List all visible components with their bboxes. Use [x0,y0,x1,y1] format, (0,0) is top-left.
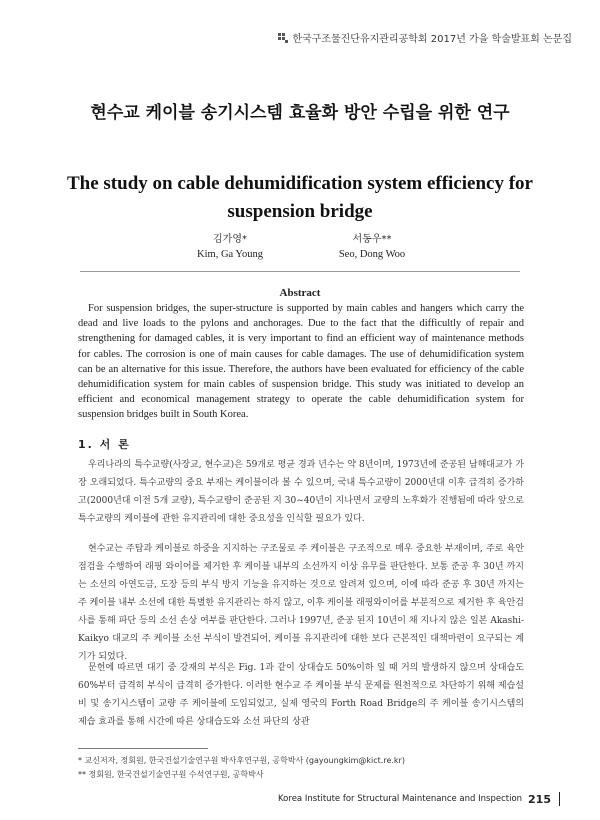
body-paragraph-2: 현수교는 주탑과 케이블로 하중을 지지하는 구조물로 주 케이블은 구조적으로 매우 중요한 부재이며, 주로 육안점검을 수행하여 래핑 와이어를 제거한 후 케이블 내부의 소선까지 이상 유무를 판단한다. 보통 준공 후 30년 까지는 소선의 아연도금, 도장 등의 부식 방지 기능을 유지하는 것으로 알려져 있으며, 이에 따라 준공 후 30년 까지는 주 케이블 내부 소선에 대한 특별한 유지관리는 하지 않고, 이후 케이블 래핑와이어를 부분적으로 제거한 후 육안검사를 통해 파단 등의 소선 손상 여부를 판단한다. 그러나 1997년, 준공 된지 10년이 채 지나지 않은 일본 Akashi-Kaikyo 대교의 주 케이블 소선 부식이 발견되어, 케이블 유지관리에 대한 보다 근본적인 대책마련이 요구되는 계기가 되었다. [78,544,524,662]
footer-institute: Korea Institute for Structural Maintenance and Inspection [278,794,523,804]
author-2-korean: 서동우** [352,234,392,245]
author-1-korean: 김가영* [213,234,247,245]
body-paragraph-1: 우리나라의 특수교량(사장교, 현수교)은 59개로 평균 경과 년수는 약 8년이며, 1973년에 준공된 남해대교가 가장 오래되었다. 특수교량의 중요 부재는 케이블이라 볼 수 있으며, 국내 특수교량이 2000년대 이후 급격히 증가하고(2000년대 이전 5개 교량), 특수교량이 준공된 지 30~40년이 지나면서 교량의 노후화가 진행됨에 따라 앞으로 특수교량의 케이블에 관한 유지관리에 대한 중요성을 인식할 필요가 있다. [78,460,524,524]
author-2-english: Seo, Dong Woo [338,249,406,260]
title-english: The study on cable dehumidification system efficiency for suspension bridge [66,173,533,222]
footnote-1: * 교신저자, 정회원, 한국건설기술연구원 박사후연구원, 공학박사 (gayoungkim@kict.re.kr) [78,756,405,765]
journal-header [278,30,572,45]
section-heading: 1. 서 론 [78,438,131,451]
footer-bar [559,792,560,806]
journal-name: 한국구조물진단유지관리공학회 2017년 가을 학술발표회 논문집 [292,34,572,45]
footnotes [78,754,524,782]
abstract-text: For suspension bridges, the super-structure is supported by main cables and hangers which carry the dead and live loads to the pylons and anchorages. Due to the fact that the difficultly of repair and strengthening for damaged cables, it is very important to find an efficient way of maintenance methods for cables. The corrosion is one of main causes for cable damages. The use of dehumidification system can be an alternative for this issue. Therefore, the authors have been evaluated for efficiency of the cable dehumidification system for main cables of suspension bridge. This study was initiated to develop an efficient and economical management strategy to operate the cable dehumidification system for suspension bridges built in South Korea. [78,303,524,421]
author-2 [302,232,442,262]
page-number: 215 [528,792,551,806]
title-divider [80,271,520,272]
author-1-english: Kim, Ga Young [197,249,263,260]
footnote-2: ** 정회원, 한국건설기술연구원 수석연구원, 공학박사 [78,770,264,779]
abstract-heading: Abstract [279,287,321,299]
body-paragraph-3: 문헌에 따르면 대기 중 강재의 부식은 Fig. 1과 같이 상대습도 50%이하 일 때 거의 발생하지 않으며 상대습도 60%부터 급격히 부식이 급격히 증가한다. 이러한 현수교 주 케이블 부식 문제를 원천적으로 차단하기 위해 제습설비 및 송기시스템이 교량 주 케이블에 도입되었고, 실제 영국의 Forth Road Bridge의 주 케이블 송기시스템의 제습 효과를 통해 시간에 따른 상대습도와 소선 파단의 상관 [78,663,524,727]
title-korean: 현수교 케이블 송기시스템 효율화 방안 수립을 위한 연구 [90,103,510,123]
author-1 [160,232,300,262]
footnote-divider [78,748,208,749]
dot-cluster-icon [278,33,288,43]
page-footer [278,792,560,806]
